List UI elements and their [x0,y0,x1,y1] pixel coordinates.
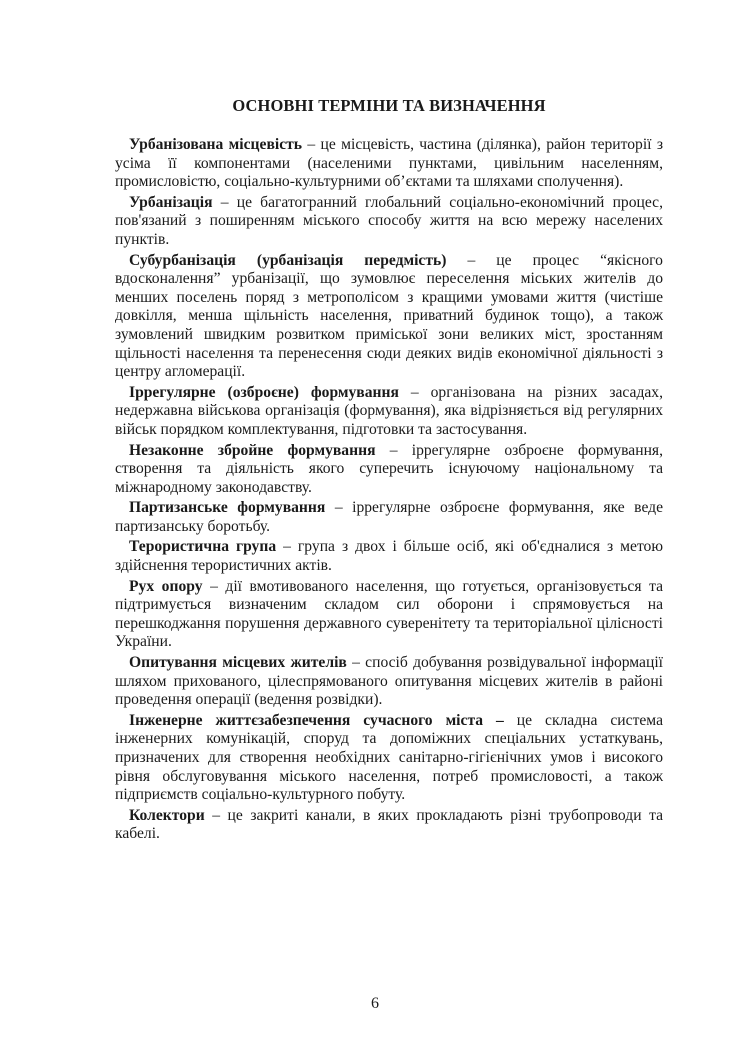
term: Іррегулярне (озброєне) формування [129,383,399,401]
definition-entry [115,712,663,805]
term: Урбанізація [129,193,213,211]
definition-entry [115,384,663,440]
definition-entry [115,807,663,844]
definition-entry [115,538,663,575]
term: Колектори [129,806,205,824]
term: Незаконне збройне формування [129,441,376,459]
definition-text: – це закриті канали, в яких прокладають різні трубопроводи та кабелі. [115,806,663,843]
definition-entry [115,654,663,710]
definition-entry [115,442,663,498]
definition-entry [115,136,663,192]
definition-text: – це процес “якісного вдосконалення” урбанізації, що зумовлює переселення міських жителів до менших поселень поряд з метрополісом з кращими умовами життя (чистіше довкілля, менша щільність населення, приватний будинок тощо), а також зумовлений швидким розвитком приміської зони великих міст, зростанням щільності населення та перенесення сюди деяких видів економічної діяльності з центру агломерації. [115,251,663,381]
definition-text: – група з двох і більше осіб, які об'єдналися з метою здійснення терористичних актів. [115,538,663,575]
definition-text: – це багатогранний глобальний соціально-економічний процес, пов'язаний з поширенням міського способу життя на всю мережу населених пунктів. [115,193,663,248]
term: Опитування місцевих жителів [129,654,347,672]
term: Урбанізована місцевість [129,136,303,153]
definition-entry [115,578,663,652]
term: Партизанське формування [129,499,326,517]
definition-text: – дії вмотивованого населення, що готується, організовується та підтримується визначеним складом сил оборони і спрямовується на перешкоджання порушення державного суверенітету та територіальної цілісності України. [115,577,663,651]
definition-entry [115,499,663,536]
document-page [115,96,663,846]
term: Рух опору [129,577,203,595]
definition-entry [115,252,663,382]
definition-text: – організована на різних засадах, недержавна військова організація (формування), яка відрізняється від регулярних військ порядком комплектування, підготовки та застосування. [115,383,663,438]
definition-text: це складна система інженерних комунікацій, споруд та допоміжних спеціальних устаткувань, призначених для створення необхідних санітарно-гігієнічних умов і високого рівня обслуговування міського населення, потреб промисловості, а також підприємств соціально-культурного побуту. [115,711,663,804]
page-title: ОСНОВНІ ТЕРМІНИ ТА ВИЗНАЧЕННЯ [232,96,546,115]
definition-text: – спосіб добування розвідувальної інформації шляхом прихованого, цілеспрямованого опитування місцевих жителів в районі проведення операції (ведення розвідки). [115,654,663,709]
term: Субурбанізація (урбанізація передмість) [129,251,447,269]
term: Інженерне життєзабезпечення сучасного міста – [129,711,504,729]
definition-text: – це місцевість, частина (ділянка), район території з усіма її компонентами (населеними пунктами, цивільним населенням, промисловістю, соціально-культурними об’єктами та шляхами сполучення). [115,136,664,191]
page-number: 6 [371,995,379,1012]
definition-text: – іррегулярне озброєне формування, створення та діяльність якого суперечить існуючому національному та міжнародному законодавству. [115,441,663,496]
definition-text: – іррегулярне озброєне формування, яке веде партизанську боротьбу. [115,499,664,535]
term: Терористична група [129,538,277,556]
definition-entry [115,194,663,250]
